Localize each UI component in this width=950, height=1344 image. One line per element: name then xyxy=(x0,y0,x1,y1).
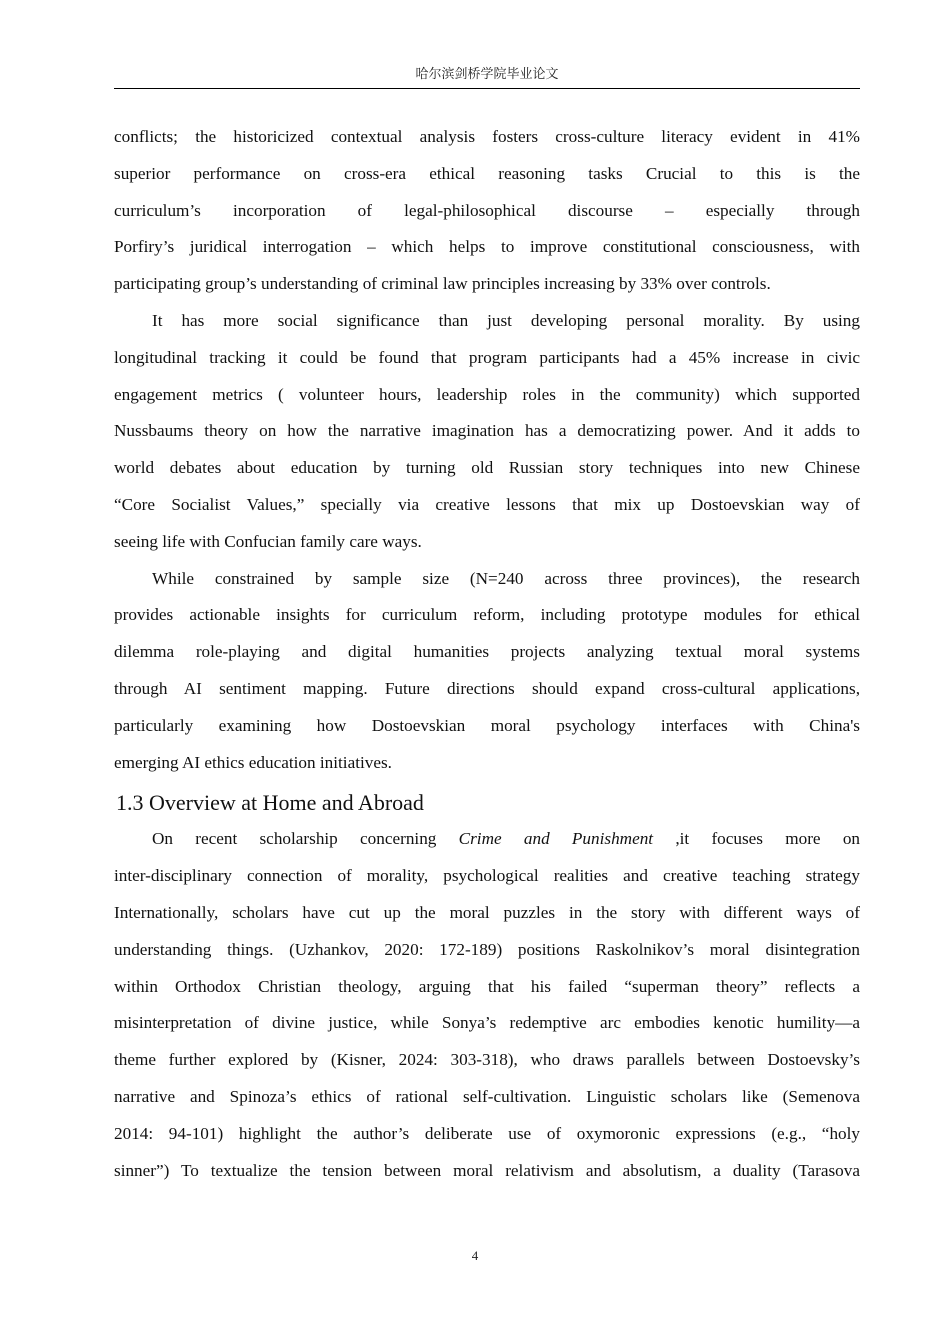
text-line: particularly examining how Dostoevskian moral psychology interfaces with China's xyxy=(114,715,860,735)
text-line: “Core Socialist Values,” specially via creative lessons that mix up Dostoevskian way of xyxy=(114,494,860,514)
text-line: through AI sentiment mapping. Future directions should expand cross-cultural applications, xyxy=(114,678,860,698)
text-line: world debates about education by turning old Russian story techniques into new Chinese xyxy=(114,458,860,478)
paragraph xyxy=(114,561,860,782)
text-line: theme further explored by (Kisner, 2024: 303-318), who draws parallels between Dostoevsky’s xyxy=(114,1050,860,1070)
body-text xyxy=(114,119,860,1189)
text-line: misinterpretation of divine justice, while Sonya’s redemptive arc embodies kenotic humility—a xyxy=(114,1013,860,1033)
text-line: seeing life with Confucian family care ways. xyxy=(114,531,422,551)
text-line: It has more social significance than just developing personal morality. By using xyxy=(152,310,860,330)
paragraph xyxy=(114,303,860,561)
text-line: dilemma role-playing and digital humanities projects analyzing textual moral systems xyxy=(114,642,860,662)
text-line: engagement metrics ( volunteer hours, leadership roles in the community) which supported xyxy=(114,384,860,404)
text-line: participating group’s understanding of criminal law principles increasing by 33% over controls. xyxy=(114,274,771,294)
text-line: sinner”) To textualize the tension between moral relativism and absolutism, a duality (Tarasova xyxy=(114,1160,860,1180)
running-header: 哈尔滨剑桥学院毕业论文 xyxy=(114,67,860,89)
text-line: provides actionable insights for curriculum reform, including prototype modules for ethical xyxy=(114,605,860,625)
text-line: narrative and Spinoza’s ethics of rational self-cultivation. Linguistic scholars like (Semenova xyxy=(114,1086,860,1106)
text-line xyxy=(114,821,860,858)
text-line: curriculum’s incorporation of legal-philosophical discourse – especially through xyxy=(114,200,860,220)
text-line: Internationally, scholars have cut up the moral puzzles in the story with different ways of xyxy=(114,902,860,922)
text-line: While constrained by sample size (N=240 across three provinces), the research xyxy=(152,568,860,588)
page-number: 4 xyxy=(471,1248,479,1263)
text-line: inter-disciplinary connection of morality, psychological realities and creative teaching strategy xyxy=(114,866,860,886)
paragraph xyxy=(114,119,860,303)
text-line: within Orthodox Christian theology, arguing that his failed “superman theory” reflects a xyxy=(114,976,860,996)
text-line: Nussbaums theory on how the narrative imagination has a democratizing power. And it adds to xyxy=(114,421,860,441)
paragraph xyxy=(114,821,860,1189)
text-run: On recent scholarship concerning xyxy=(152,829,437,849)
text-line: Porfiry’s juridical interrogation – which helps to improve constitutional consciousness, with xyxy=(114,237,860,257)
text-line: understanding things. (Uzhankov, 2020: 172-189) positions Raskolnikov’s moral disintegration xyxy=(114,939,860,959)
text-line: longitudinal tracking it could be found that program participants had a 45% increase in civic xyxy=(114,347,860,367)
text-line: emerging AI ethics education initiatives. xyxy=(114,752,392,772)
text-line: conflicts; the historicized contextual analysis fosters cross-culture literacy evident in 41% xyxy=(114,127,860,146)
text-line: 2014: 94-101) highlight the author’s deliberate use of oxymoronic expressions (e.g., “holy xyxy=(114,1123,860,1143)
book-title: Crime and Punishment xyxy=(458,829,654,849)
section-heading: 1.3 Overview at Home and Abroad xyxy=(116,790,424,816)
text-line: superior performance on cross-era ethical reasoning tasks Crucial to this is the xyxy=(114,163,860,183)
text-run: ,it focuses more on xyxy=(675,829,861,849)
